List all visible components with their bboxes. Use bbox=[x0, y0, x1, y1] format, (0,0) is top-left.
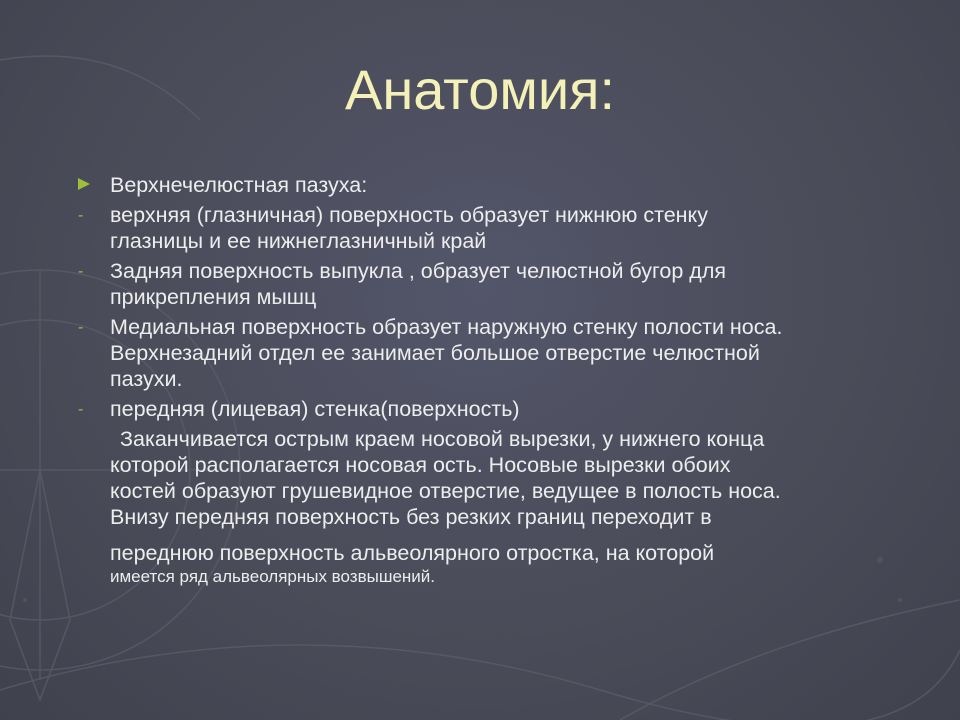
paragraph-line: Внизу передняя поверхность без резких границ переходит в bbox=[110, 505, 712, 529]
list-item-line: передняя (лицевая) стенка(поверхность) bbox=[110, 397, 520, 421]
list-item bbox=[76, 314, 946, 392]
paragraph-line: костей образуют грушевидное отверстие, ведущее в полость носа. bbox=[110, 479, 781, 503]
paragraph-line: переднюю поверхность альвеолярного отростка, на которой bbox=[110, 541, 715, 565]
dash-bullet-icon: - bbox=[78, 401, 84, 418]
list-item-line: верхняя (глазничная) поверхность образует нижнюю стенку bbox=[110, 203, 708, 227]
list-item bbox=[76, 202, 946, 254]
description-paragraph bbox=[76, 426, 946, 588]
dash-bullet-icon: - bbox=[78, 319, 84, 336]
list-item bbox=[76, 396, 946, 422]
list-item bbox=[76, 258, 946, 310]
paragraph-line: которой располагается носовая ость. Носовые вырезки обоих bbox=[110, 453, 731, 477]
dash-bullet-icon: - bbox=[78, 263, 84, 280]
paragraph-line: имеется ряд альвеолярных возвышений. bbox=[110, 567, 436, 586]
list-item-line: пазухи. bbox=[110, 367, 183, 391]
slide-content bbox=[76, 172, 946, 588]
list-item-line: Медиальная поверхность образует наружную стенку полости носа. bbox=[110, 315, 783, 339]
slide-title: Анатомия: bbox=[344, 58, 616, 121]
list-item-line: Верхнезадний отдел ее занимает большое отверстие челюстной bbox=[110, 341, 760, 365]
list-item-line: Задняя поверхность выпукла , образует челюстной бугор для bbox=[110, 259, 727, 283]
list-item-line: глазницы и ее нижнеглазничный край bbox=[110, 229, 487, 253]
list-item-line: прикрепления мышц bbox=[110, 285, 317, 309]
dash-bullet-icon: - bbox=[78, 207, 84, 224]
paragraph-line: Заканчивается острым краем носовой вырезки, у нижнего конца bbox=[120, 427, 765, 451]
bullet-heading bbox=[76, 172, 946, 198]
arrow-bullet-icon bbox=[78, 178, 90, 190]
bullet-heading-text: Верхнечелюстная пазуха: bbox=[110, 173, 368, 197]
